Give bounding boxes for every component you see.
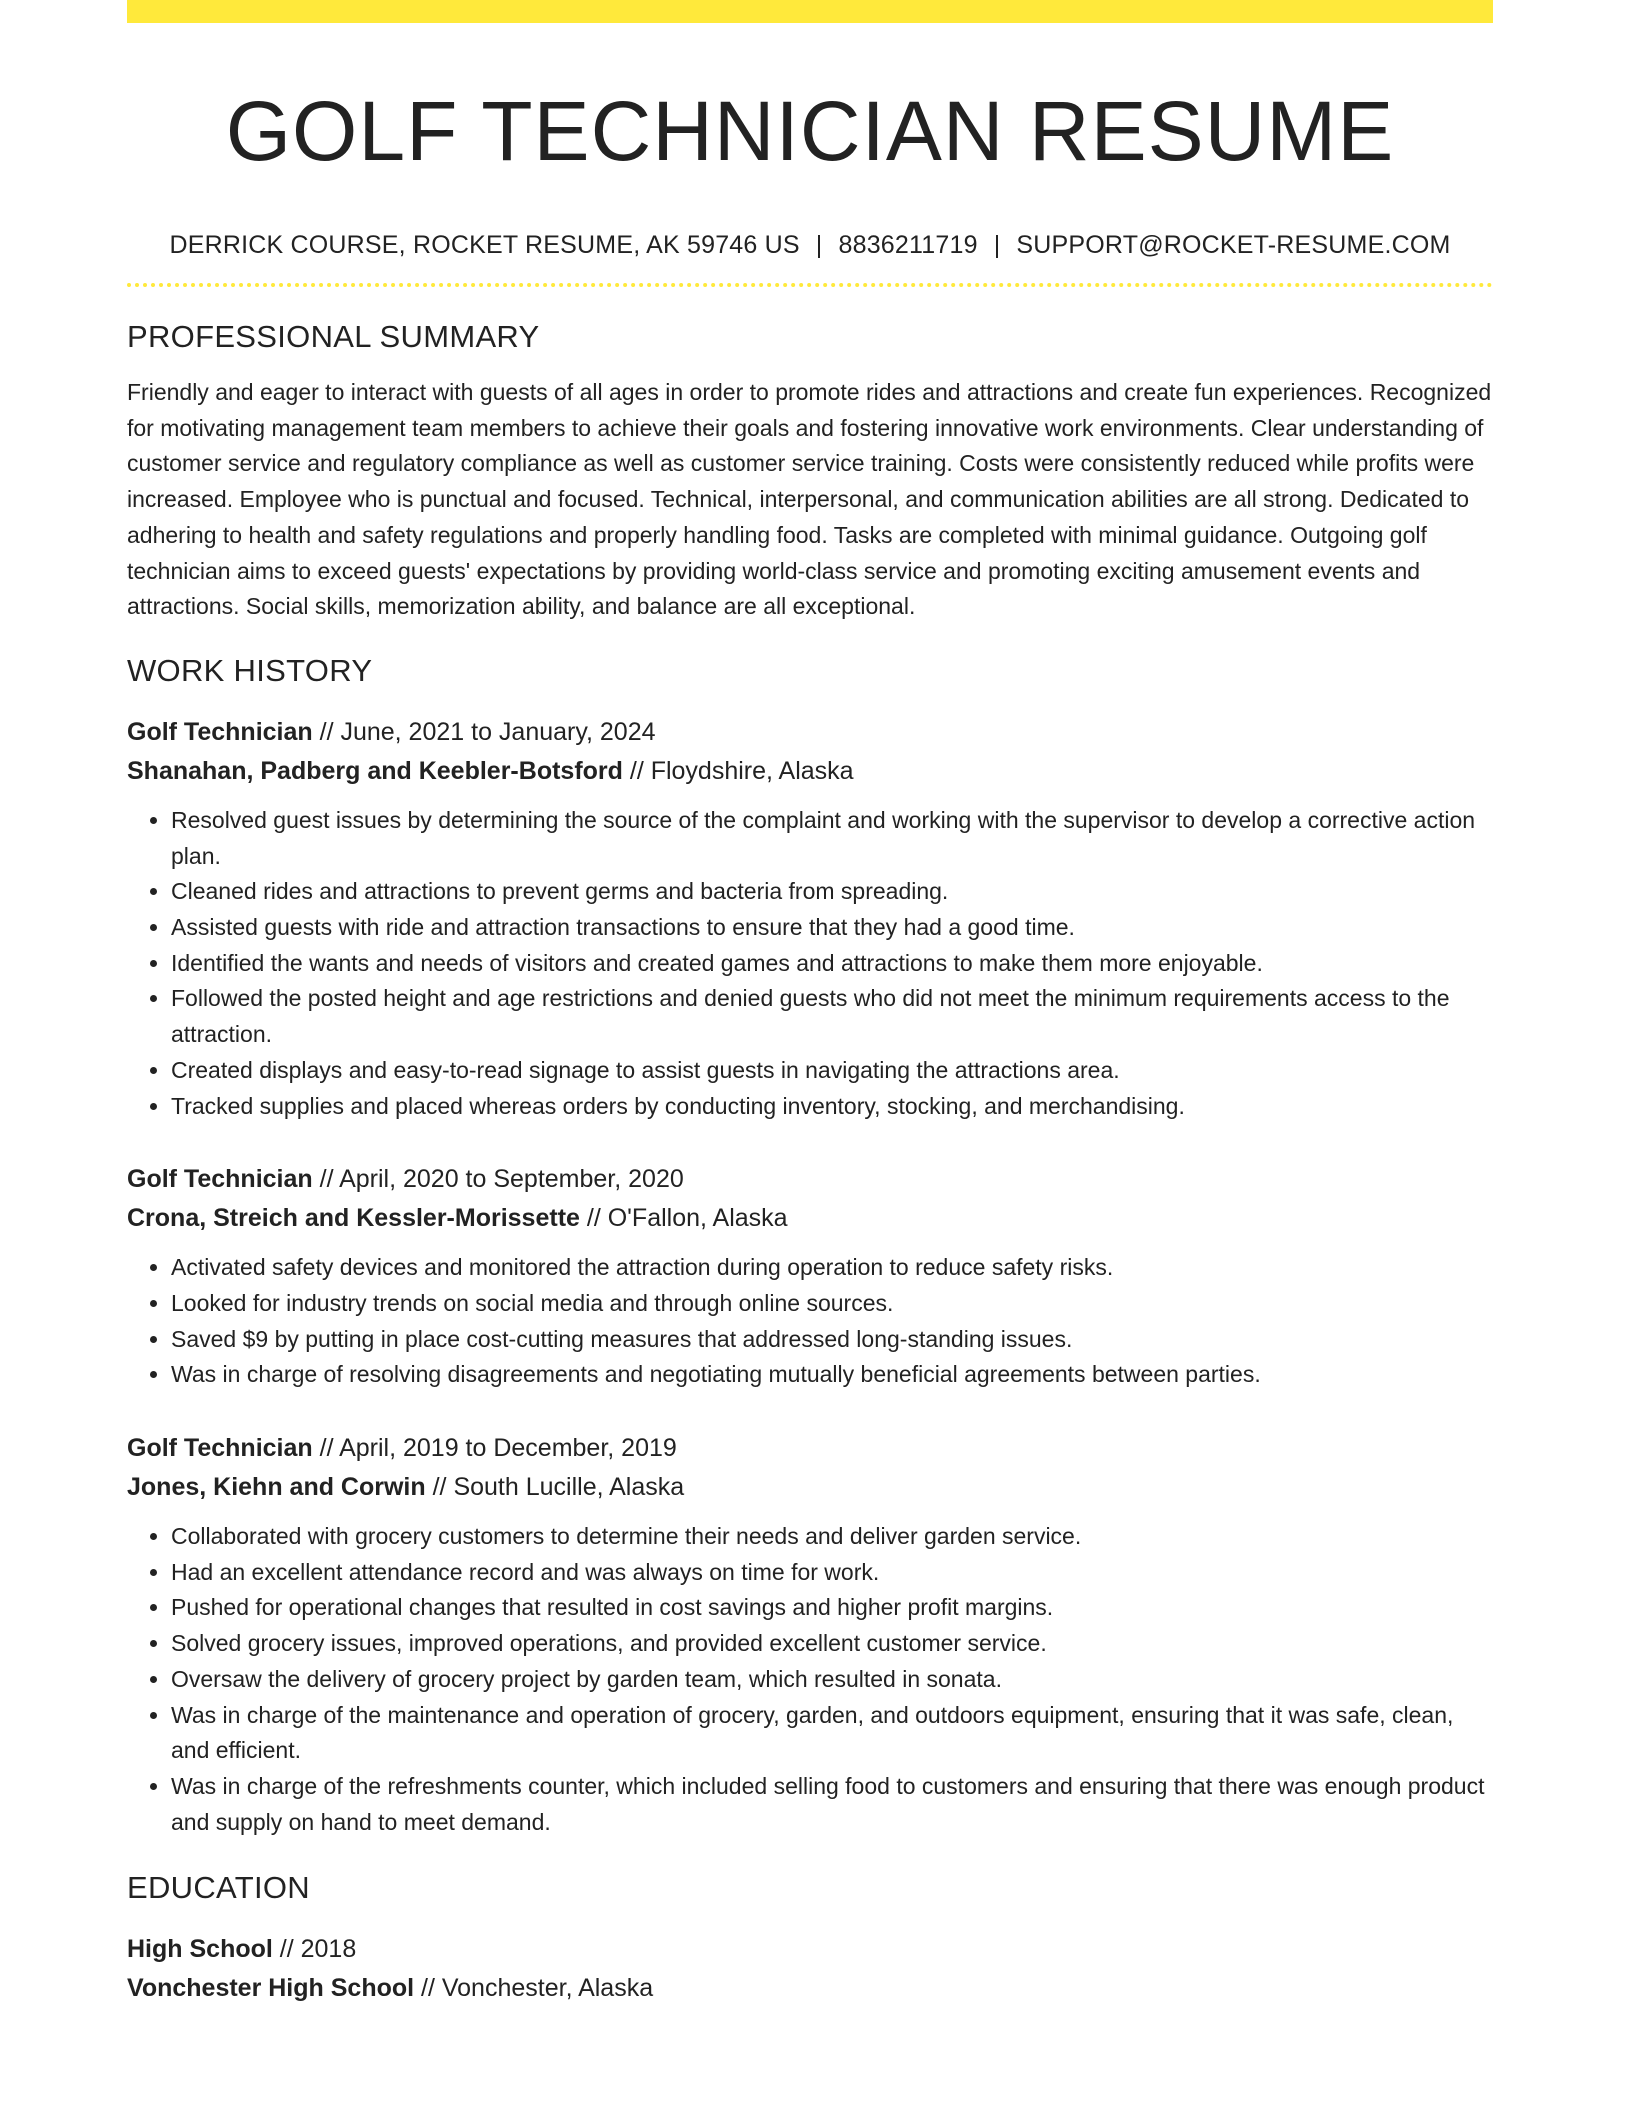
job-bullet: • Was in charge of the refreshments counter, which included selling food to customers and ensuring that there was enough product and supply on hand to meet demand. — [171, 1769, 1493, 1840]
job-role-line — [127, 1429, 1493, 1468]
job-bullet: • Had an excellent attendance record and was always on time for work. — [171, 1555, 1493, 1591]
job-company: Crona, Streich and Kessler-Morissette — [127, 1204, 580, 1233]
job-location: // O'Fallon, Alaska — [579, 1204, 788, 1233]
job-role: Golf Technician — [127, 717, 313, 746]
job-location: // South Lucille, Alaska — [425, 1473, 685, 1502]
top-accent-bar — [127, 0, 1493, 23]
job-bullet: • Solved grocery issues, improved operations, and provided excellent customer service. — [171, 1626, 1493, 1662]
job-bullet: • Pushed for operational changes that resulted in cost savings and higher profit margins. — [171, 1590, 1493, 1626]
job-bullet: • Identified the wants and needs of visitors and created games and attractions to make them more enjoyable. — [171, 946, 1493, 982]
job-bullet: • Followed the posted height and age restrictions and denied guests who did not meet the minimum requirements access to the attraction. — [171, 981, 1493, 1052]
job-role-line — [127, 1160, 1493, 1199]
job-bullet-list — [127, 1250, 1493, 1393]
contact-line — [127, 229, 1493, 261]
job-bullet: • Resolved guest issues by determining the source of the complaint and working with the supervisor to develop a corrective action plan. — [171, 803, 1493, 874]
job-bullet-list — [127, 803, 1493, 1124]
job-company-line — [127, 1468, 1493, 1507]
job-dates: // April, 2019 to December, 2019 — [312, 1434, 677, 1463]
section-title-summary: PROFESSIONAL SUMMARY — [127, 319, 540, 354]
job-role: Golf Technician — [127, 1434, 313, 1463]
job-bullet: • Was in charge of resolving disagreements and negotiating mutually beneficial agreements between parties. — [171, 1357, 1493, 1393]
job-role-line — [127, 713, 1493, 752]
education-degree-line — [127, 1930, 1493, 1969]
section-title-education: EDUCATION — [127, 1870, 310, 1906]
job-bullet-list — [127, 1519, 1493, 1840]
job-bullet: • Cleaned rides and attractions to prevent germs and bacteria from spreading. — [171, 874, 1493, 910]
job-company-line — [127, 1199, 1493, 1238]
job-dates: // April, 2020 to September, 2020 — [312, 1165, 684, 1194]
dotted-divider — [127, 283, 1493, 287]
education-year: // 2018 — [272, 1935, 357, 1964]
job-bullet: • Saved $9 by putting in place cost-cutting measures that addressed long-standing issues. — [171, 1322, 1493, 1358]
job-location: // Floydshire, Alaska — [622, 756, 854, 785]
education-location: // Vonchester, Alaska — [414, 1974, 654, 2003]
job-bullet: • Collaborated with grocery customers to determine their needs and deliver garden service. — [171, 1519, 1493, 1555]
job-dates: // June, 2021 to January, 2024 — [312, 717, 656, 746]
job-company: Jones, Kiehn and Corwin — [127, 1473, 426, 1502]
job-bullet: • Oversaw the delivery of grocery project by garden team, which resulted in sonata. — [171, 1662, 1493, 1698]
education-entry — [127, 1930, 1493, 2008]
job-bullet: • Created displays and easy-to-read signage to assist guests in navigating the attractions area. — [171, 1053, 1493, 1089]
job-company-line — [127, 752, 1493, 791]
job-bullet: • Activated safety devices and monitored the attraction during operation to reduce safety risks. — [171, 1250, 1493, 1286]
job-role: Golf Technician — [127, 1165, 313, 1194]
contact-email: SUPPORT@ROCKET-RESUME.COM — [1016, 231, 1451, 259]
job-company: Shanahan, Padberg and Keebler-Botsford — [127, 756, 623, 785]
summary-text: Friendly and eager to interact with guests of all ages in order to promote rides and attractions and create fun experiences. Recognized for motivating management team members to achieve their goals and fostering innovative work environments. Clear understanding of customer service and regulatory compliance as well as customer service training. Costs were consistently reduced while profits were increased. Employee who is punctual and focused. Technical, interpersonal, and communication abilities are all strong. Dedicated to adhering to health and safety regulations and properly handling food. Tasks are completed with minimal guidance. Outgoing golf technician aims to exceed guests' expectations by providing world-class service and promoting exciting amusement events and attractions. Social skills, memorization ability, and balance are all exceptional. — [127, 379, 1492, 620]
job-bullet: • Tracked supplies and placed whereas orders by conducting inventory, stocking, and merchandising. — [171, 1089, 1493, 1125]
contact-address: DERRICK COURSE, ROCKET RESUME, AK 59746 US — [169, 231, 800, 259]
education-school: Vonchester High School — [127, 1974, 415, 2003]
section-title-work-history: WORK HISTORY — [127, 652, 373, 688]
job-entry — [127, 1429, 1493, 1840]
job-bullet: • Was in charge of the maintenance and operation of grocery, garden, and outdoors equipment, ensuring that it was safe, clean, and efficient. — [171, 1698, 1493, 1769]
job-bullet: • Assisted guests with ride and attraction transactions to ensure that they had a good time. — [171, 910, 1493, 946]
job-entry — [127, 1160, 1493, 1393]
contact-separator: | — [815, 231, 823, 259]
resume-page — [127, 0, 1493, 2008]
education-school-line — [127, 1969, 1493, 2008]
contact-phone: 8836211719 — [838, 231, 978, 259]
contact-separator: | — [993, 231, 1001, 259]
job-bullet: • Looked for industry trends on social media and through online sources. — [171, 1286, 1493, 1322]
resume-title: GOLF TECHNICIAN RESUME — [225, 84, 1395, 178]
job-entry — [127, 713, 1493, 1124]
education-degree: High School — [127, 1935, 273, 1964]
